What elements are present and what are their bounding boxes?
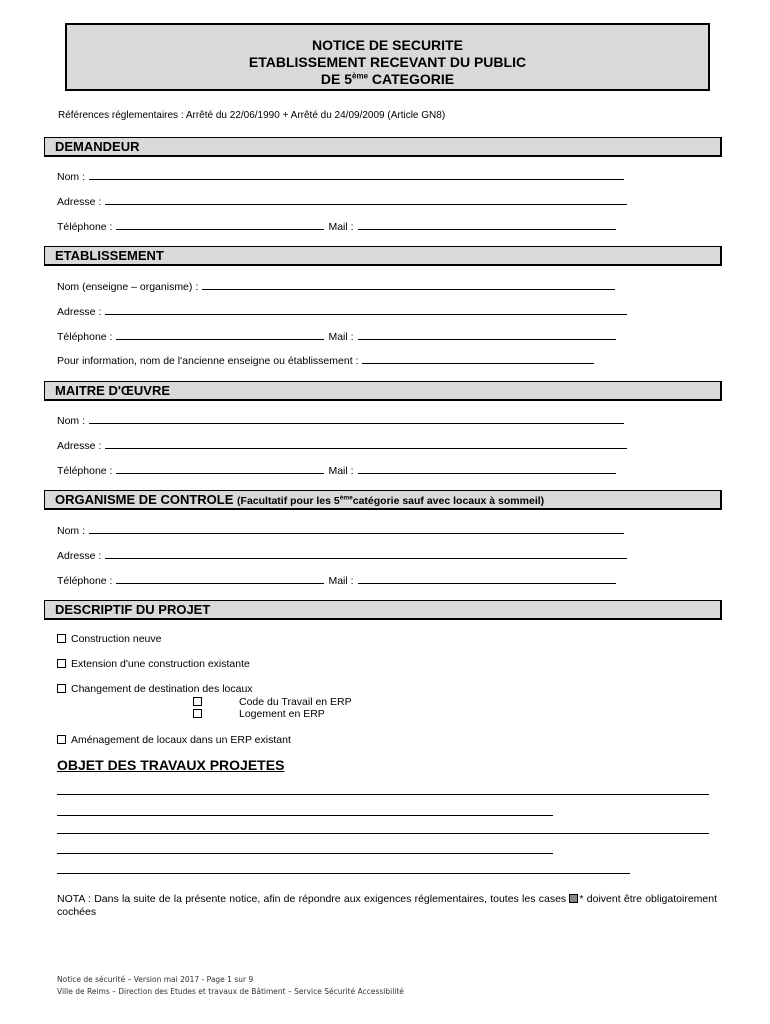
checkbox-icon (57, 659, 66, 668)
etablissement-adresse-field[interactable]: Adresse : (57, 305, 627, 318)
demandeur-adresse-field[interactable]: Adresse : (57, 195, 627, 208)
maitre-oeuvre-adresse-field[interactable]: Adresse : (57, 439, 627, 452)
objet-line-4[interactable] (57, 853, 553, 854)
nota-text: NOTA : Dans la suite de la présente notice, afin de répondre aux exigences réglementaires, toutes les cases * doivent être obligatoirement cochées (57, 893, 718, 918)
demandeur-nom-field[interactable]: Nom : (57, 170, 624, 183)
section-demandeur: DEMANDEUR (44, 137, 722, 157)
etablissement-mail-label: Mail : (328, 331, 354, 343)
mandatory-checkbox-icon (569, 894, 578, 903)
demandeur-telephone-field[interactable]: Téléphone : Mail : (57, 220, 616, 233)
section-etablissement: ETABLISSEMENT (44, 246, 722, 266)
maitre-oeuvre-nom-field[interactable]: Nom : (57, 414, 624, 427)
section-organisme-controle (44, 490, 722, 510)
checkbox-logement[interactable]: Logement en ERP (193, 708, 325, 720)
section-descriptif: DESCRIPTIF DU PROJET (44, 600, 722, 620)
checkbox-extension[interactable]: Extension d'une construction existante (57, 658, 250, 670)
checkbox-icon (193, 709, 202, 718)
checkbox-icon (57, 634, 66, 643)
objet-line-2[interactable] (57, 815, 553, 816)
checkbox-code-travail[interactable]: Code du Travail en ERP (193, 696, 352, 708)
checkbox-construction-neuve[interactable]: Construction neuve (57, 633, 161, 645)
organisme-nom-field[interactable]: Nom : (57, 524, 624, 537)
etablissement-ancien-field[interactable]: Pour information, nom de l'ancienne enseigne ou établissement : (57, 354, 594, 367)
organisme-subtitle: (Facultatif pour les 5èmecatégorie sauf avec locaux à sommeil) (237, 494, 545, 507)
organisme-telephone-field[interactable]: Téléphone : Mail : (57, 574, 616, 587)
checkbox-amenagement[interactable]: Aménagement de locaux dans un ERP existant (57, 734, 291, 746)
organisme-adresse-field[interactable]: Adresse : (57, 549, 627, 562)
maitre-oeuvre-mail-label: Mail : (328, 465, 354, 477)
objet-travaux-heading: OBJET DES TRAVAUX PROJETES (57, 757, 285, 773)
objet-line-3[interactable] (57, 833, 709, 834)
footer-version: Notice de sécurité – Version mai 2017 - Page 1 sur 9 (57, 975, 254, 984)
maitre-oeuvre-telephone-field[interactable]: Téléphone : Mail : (57, 464, 616, 477)
demandeur-mail-label: Mail : (328, 221, 354, 233)
organisme-title: ORGANISME DE CONTROLE (55, 492, 234, 507)
title-line-1: NOTICE DE SECURITE (312, 37, 463, 53)
footer-service: Ville de Reims – Direction des Etudes et travaux de Bâtiment – Service Sécurité Accessibilité (57, 987, 404, 996)
etablissement-telephone-field[interactable]: Téléphone : Mail : (57, 330, 616, 343)
checkbox-icon (57, 735, 66, 744)
organisme-mail-label: Mail : (328, 575, 354, 587)
section-maitre-oeuvre: MAITRE D'ŒUVRE (44, 381, 722, 401)
title-line-3: DE 5ème CATEGORIE (320, 71, 455, 87)
document-title (65, 23, 710, 91)
checkbox-icon (193, 697, 202, 706)
objet-line-5[interactable] (57, 873, 630, 874)
objet-line-1[interactable] (57, 794, 709, 795)
references: Références réglementaires : Arrêté du 22/06/1990 + Arrêté du 24/09/2009 (Article GN8) (58, 110, 446, 121)
checkbox-icon (57, 684, 66, 693)
title-line-2: ETABLISSEMENT RECEVANT DU PUBLIC (248, 54, 527, 70)
checkbox-changement-destination[interactable]: Changement de destination des locaux (57, 683, 253, 695)
etablissement-nom-field[interactable]: Nom (enseigne – organisme) : (57, 280, 615, 293)
